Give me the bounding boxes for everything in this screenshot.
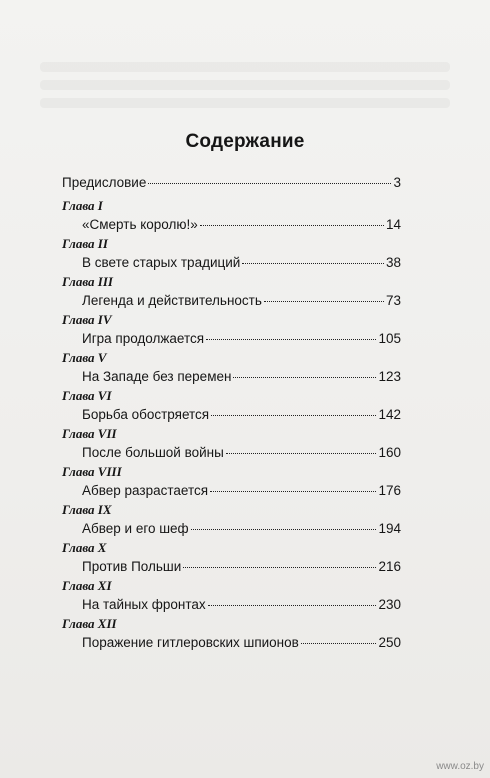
chapter-label: Глава IV (62, 312, 112, 327)
toc-entry-preface[interactable] (62, 173, 401, 193)
page-title: Содержание (185, 131, 305, 152)
dot-leader (301, 642, 377, 644)
table-of-contents (62, 173, 401, 653)
chapter-title: Против Польши (82, 559, 182, 574)
chapter-label: Глава VI (62, 388, 112, 403)
chapter-label: Глава XII (62, 616, 117, 631)
chapter-title-line (62, 557, 401, 577)
chapter-title-line (62, 519, 401, 539)
chapter-title-line (62, 367, 401, 387)
page-number: 73 (385, 293, 401, 308)
chapter-title-line (62, 215, 401, 235)
page-number: 176 (378, 483, 401, 498)
page-number: 216 (378, 559, 401, 574)
dot-leader (264, 300, 384, 302)
page-number: 142 (378, 407, 401, 422)
chapter-title: На Западе без перемен (82, 369, 232, 384)
chapter-title: После большой войны (82, 445, 224, 460)
chapter-entry[interactable] (62, 501, 401, 539)
page-number: 230 (378, 597, 401, 612)
chapter-entry[interactable] (62, 197, 401, 235)
watermark: www.oz.by (436, 761, 484, 772)
chapter-title-line (62, 481, 401, 501)
chapter-title: Абвер и его шеф (82, 521, 189, 536)
chapter-title: Поражение гитлеровских шпионов (82, 635, 299, 650)
dot-leader (242, 262, 384, 264)
chapter-entry[interactable] (62, 539, 401, 577)
bleed-through-text (40, 80, 450, 90)
chapter-entry[interactable] (62, 311, 401, 349)
chapter-title-line (62, 633, 401, 653)
chapter-entry[interactable] (62, 387, 401, 425)
chapter-title: Легенда и действительность (82, 293, 262, 308)
dot-leader (208, 604, 377, 606)
chapter-title: На тайных фронтах (82, 597, 206, 612)
chapter-entry[interactable] (62, 577, 401, 615)
dot-leader (200, 224, 384, 226)
dot-leader (183, 566, 376, 568)
page-number: 250 (378, 635, 401, 650)
page-number: 38 (385, 255, 401, 270)
chapter-entry[interactable] (62, 273, 401, 311)
page-number: 160 (378, 445, 401, 460)
dot-leader (148, 182, 391, 184)
entry-title: Предисловие (62, 175, 147, 190)
chapter-title-line (62, 253, 401, 273)
chapter-title-line (62, 595, 401, 615)
chapter-label: Глава VIII (62, 464, 122, 479)
page-number: 194 (378, 521, 401, 536)
dot-leader (210, 490, 376, 492)
chapter-title: Борьба обостряется (82, 407, 210, 422)
chapter-title-line (62, 291, 401, 311)
chapter-title: Абвер разрастается (82, 483, 209, 498)
chapter-label: Глава IX (62, 502, 112, 517)
page-number: 3 (393, 175, 401, 190)
chapter-title-line (62, 329, 401, 349)
chapter-label: Глава III (62, 274, 113, 289)
chapter-title: Игра продолжается (82, 331, 205, 346)
chapter-label: Глава I (62, 198, 103, 213)
chapter-label: Глава V (62, 350, 107, 365)
dot-leader (233, 376, 376, 378)
dot-leader (226, 452, 377, 454)
page-number: 14 (385, 217, 401, 232)
bleed-through-text (40, 98, 450, 108)
bleed-through-text (40, 62, 450, 72)
chapter-title: «Смерть королю!» (82, 217, 198, 232)
chapter-label: Глава VII (62, 426, 117, 441)
chapter-title-line (62, 443, 401, 463)
chapter-title: В свете старых традиций (82, 255, 241, 270)
chapter-label: Глава XI (62, 578, 112, 593)
chapter-label: Глава II (62, 236, 108, 251)
chapter-title-line (62, 405, 401, 425)
dot-leader (211, 414, 376, 416)
chapter-label: Глава X (62, 540, 107, 555)
page-number: 105 (378, 331, 401, 346)
chapter-entry[interactable] (62, 235, 401, 273)
chapter-entry[interactable] (62, 425, 401, 463)
chapter-entry[interactable] (62, 615, 401, 653)
page-number: 123 (378, 369, 401, 384)
dot-leader (206, 338, 376, 340)
dot-leader (191, 528, 377, 530)
chapter-entry[interactable] (62, 349, 401, 387)
chapter-entry[interactable] (62, 463, 401, 501)
